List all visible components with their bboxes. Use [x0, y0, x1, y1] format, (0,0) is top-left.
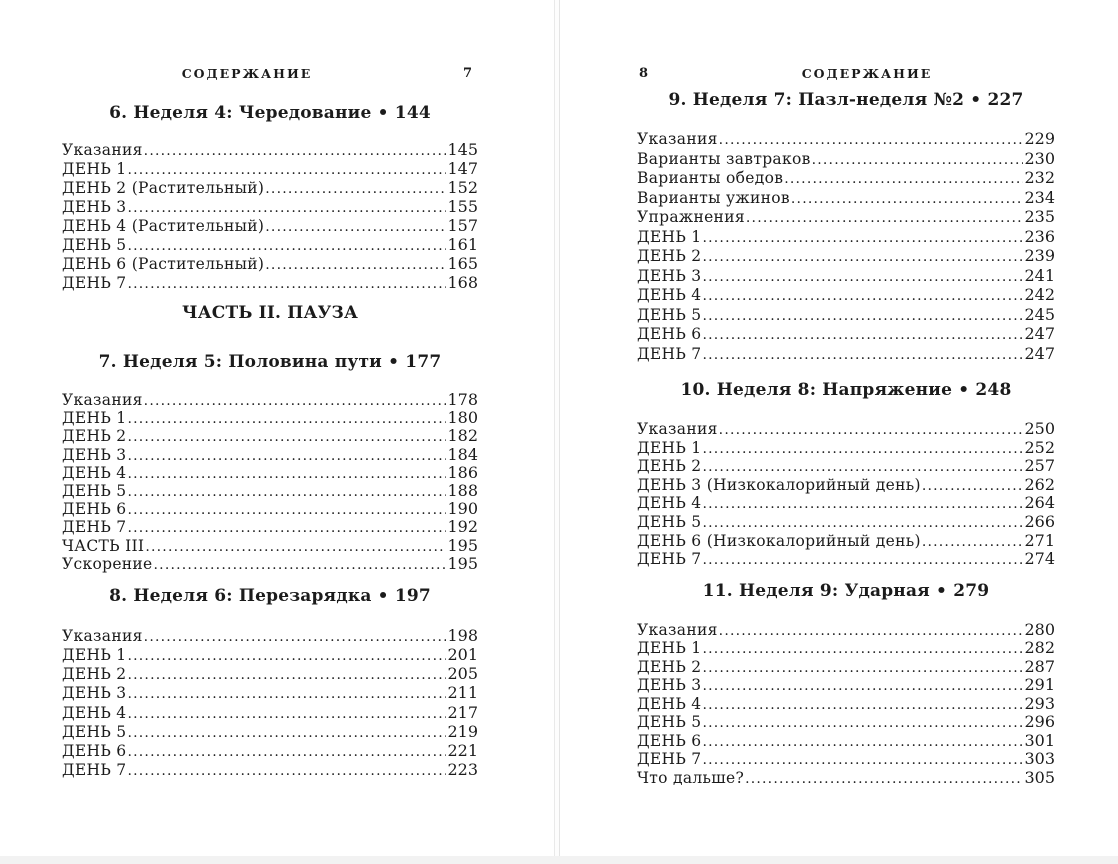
running-head-title: СОДЕРЖАНИЕ	[181, 66, 313, 81]
toc-entry-label: ДЕНЬ 1	[637, 438, 702, 457]
toc-entry-page: 188	[447, 480, 478, 500]
toc-entry-page: 229	[1024, 129, 1055, 148]
toc-entry-label: ЧАСТЬ III	[62, 536, 145, 555]
toc-entry-label: Ускорение	[62, 554, 153, 573]
toc-entries	[62, 390, 478, 572]
toc-entry	[62, 408, 478, 426]
toc-entry-label: ДЕНЬ 7	[637, 750, 702, 769]
dot-leader	[127, 484, 446, 500]
toc-entry	[62, 554, 478, 572]
dot-leader	[702, 734, 1023, 750]
toc-entry-page: 192	[447, 517, 478, 537]
dot-leader	[127, 725, 446, 741]
dot-leader	[746, 210, 1024, 226]
toc-entry-label: ДЕНЬ 4	[62, 703, 127, 722]
running-head	[637, 66, 1055, 82]
toc-section	[637, 379, 1055, 568]
toc-entry-page: 305	[1024, 767, 1055, 787]
toc-entries	[62, 626, 478, 780]
toc-entry-label: ДЕНЬ 7	[637, 344, 702, 363]
toc-entry-label: Указания	[637, 420, 718, 438]
toc-entry-page: 266	[1024, 511, 1055, 531]
toc-entry	[62, 235, 478, 254]
toc-entry-page: 293	[1024, 693, 1055, 713]
toc-entry-label: Варианты ужинов	[637, 188, 790, 207]
toc-section	[62, 585, 478, 780]
dot-leader	[812, 152, 1024, 168]
dot-leader	[702, 678, 1023, 694]
dot-leader	[702, 515, 1023, 531]
toc-entry-label: ДЕНЬ 6	[637, 325, 702, 343]
toc-entry	[637, 531, 1055, 550]
dot-leader	[127, 448, 446, 464]
dot-leader	[127, 706, 446, 722]
toc-entry-page: 165	[447, 254, 478, 273]
dot-leader	[702, 441, 1023, 457]
toc-sections	[62, 102, 478, 779]
toc-entry-page: 217	[447, 702, 478, 722]
toc-entry	[62, 703, 478, 722]
dot-leader	[719, 422, 1024, 438]
toc-sections	[637, 89, 1055, 786]
toc-entry	[637, 493, 1055, 512]
toc-entry	[637, 324, 1055, 344]
toc-entry	[637, 168, 1055, 188]
toc-entry	[637, 344, 1055, 364]
toc-entry-page: 296	[1024, 712, 1055, 732]
dot-leader	[127, 411, 446, 427]
toc-entry-label: ДЕНЬ 5	[62, 722, 127, 741]
toc-section	[637, 580, 1055, 787]
toc-entry-label: ДЕНЬ 7	[62, 518, 127, 537]
toc-entry-page: 282	[1024, 638, 1055, 658]
toc-entry-label: Что дальше?	[637, 768, 745, 787]
toc-entry	[62, 178, 478, 197]
toc-entry-page: 303	[1024, 749, 1055, 769]
dot-leader	[265, 219, 446, 235]
toc-entry-label: Указания	[637, 130, 718, 148]
toc-entry-label: ДЕНЬ 1	[637, 227, 702, 246]
toc-entry-page: 274	[1024, 549, 1055, 569]
toc-entry-label: ДЕНЬ 4	[637, 494, 702, 513]
toc-entry-page: 236	[1024, 226, 1055, 246]
toc-entry-label: ДЕНЬ 6	[637, 731, 702, 750]
dot-leader	[784, 171, 1023, 187]
toc-entry-label: ДЕНЬ 2	[637, 657, 702, 676]
toc-section	[62, 102, 478, 292]
dot-leader	[702, 327, 1023, 343]
toc-entry-page: 161	[447, 235, 478, 254]
dot-leader	[791, 191, 1024, 207]
toc-entry-page: 271	[1024, 530, 1055, 550]
toc-entry-label: ДЕНЬ 3	[62, 684, 127, 703]
dot-leader	[145, 539, 446, 555]
toc-entry	[637, 675, 1055, 694]
toc-entry-page: 221	[447, 741, 478, 760]
toc-entry-page: 239	[1024, 246, 1055, 265]
toc-entries	[637, 419, 1055, 568]
dot-leader	[719, 623, 1024, 639]
dot-leader	[127, 763, 446, 779]
section-title: 11. Неделя 9: Ударная • 279	[702, 580, 990, 601]
toc-entries	[62, 140, 478, 292]
toc-entry-page: 155	[447, 197, 478, 216]
toc-entry-page: 247	[1024, 324, 1055, 343]
toc-entry-label: ДЕНЬ 3	[62, 198, 127, 216]
toc-entry-page: 168	[447, 273, 478, 292]
toc-entry-label: Указания	[62, 626, 143, 645]
toc-entry	[62, 481, 478, 499]
toc-entry	[637, 149, 1055, 169]
dot-leader	[127, 466, 446, 482]
dot-leader	[127, 667, 446, 683]
toc-entry-label: ДЕНЬ 2	[637, 457, 702, 476]
dot-leader	[702, 347, 1023, 363]
toc-section	[62, 302, 478, 572]
toc-entry-label: ДЕНЬ 3	[637, 676, 702, 695]
dot-leader	[127, 238, 446, 254]
toc-entry	[637, 549, 1055, 568]
toc-entry	[637, 620, 1055, 639]
toc-entries	[637, 620, 1055, 787]
dot-leader	[127, 200, 446, 216]
toc-entry	[62, 664, 478, 683]
dot-leader	[702, 288, 1023, 304]
toc-entries	[637, 129, 1055, 363]
toc-entry-label: ДЕНЬ 5	[62, 481, 127, 500]
toc-entry-page: 201	[447, 645, 478, 665]
toc-entry-label: ДЕНЬ 3	[637, 266, 702, 285]
part-heading: ЧАСТЬ II. ПАУЗА	[181, 303, 359, 323]
toc-entry-page: 182	[447, 426, 478, 446]
toc-entry-page: 230	[1024, 148, 1055, 168]
toc-entry	[62, 426, 478, 444]
toc-entry	[637, 188, 1055, 208]
dot-leader	[144, 143, 447, 159]
toc-entry-page: 252	[1024, 437, 1055, 457]
toc-entry	[62, 273, 478, 292]
toc-entry-page: 291	[1024, 675, 1055, 695]
toc-entry-page: 211	[447, 683, 478, 703]
toc-entry-page: 219	[447, 721, 478, 741]
dot-leader	[702, 660, 1023, 676]
toc-entry	[62, 760, 478, 779]
dot-leader	[702, 308, 1023, 324]
toc-entry	[637, 657, 1055, 676]
toc-section	[637, 89, 1055, 363]
toc-entry	[62, 722, 478, 741]
toc-entry-page: 195	[447, 553, 478, 573]
toc-entry-label: ДЕНЬ 3	[62, 445, 127, 464]
toc-entry	[637, 694, 1055, 713]
toc-entry-label: ДЕНЬ 5	[637, 713, 702, 732]
toc-entry-page: 262	[1024, 474, 1055, 494]
dot-leader	[702, 249, 1023, 265]
dot-leader	[702, 459, 1023, 475]
dot-leader	[702, 496, 1023, 512]
toc-entry	[637, 266, 1055, 286]
toc-entry-label: ДЕНЬ 5	[637, 512, 702, 531]
toc-entry-page: 247	[1024, 343, 1055, 363]
toc-entry	[62, 463, 478, 481]
dot-leader	[719, 132, 1024, 148]
toc-entry	[62, 140, 478, 159]
dot-leader	[127, 686, 446, 702]
toc-entry-label: ДЕНЬ 6	[62, 500, 127, 519]
toc-entry-page: 152	[447, 178, 478, 197]
toc-entry-label: ДЕНЬ 4 (Растительный)	[62, 217, 265, 235]
page-gutter-divider	[554, 0, 560, 864]
toc-entry-page: 157	[447, 216, 478, 235]
toc-entry-label: ДЕНЬ 4	[637, 286, 702, 304]
toc-entry	[637, 305, 1055, 325]
toc-entry-label: ДЕНЬ 6	[62, 742, 127, 760]
page-right	[637, 66, 1055, 786]
toc-entry-label: Указания	[62, 391, 143, 409]
dot-leader	[127, 744, 446, 760]
toc-entry	[62, 216, 478, 235]
toc-entry-label: Упражнения	[637, 208, 745, 226]
toc-entry	[62, 645, 478, 664]
toc-entry	[62, 499, 478, 517]
toc-entry-page: 180	[447, 408, 478, 428]
dot-leader	[702, 269, 1023, 285]
dot-leader	[127, 648, 446, 664]
toc-entry	[637, 475, 1055, 494]
toc-entry	[62, 390, 478, 408]
section-title: 6. Неделя 4: Чередование • 144	[109, 103, 431, 123]
dot-leader	[127, 429, 446, 445]
toc-entry	[62, 683, 478, 702]
section-title: 9. Неделя 7: Пазл-неделя №2 • 227	[668, 90, 1024, 110]
toc-entry-label: Указания	[637, 620, 718, 639]
toc-entry-page: 301	[1024, 730, 1055, 750]
toc-entry	[637, 227, 1055, 247]
toc-entry-label: ДЕНЬ 4	[62, 463, 127, 482]
toc-entry	[637, 456, 1055, 475]
toc-entry	[637, 749, 1055, 768]
dot-leader	[702, 715, 1023, 731]
toc-entry-page: 245	[1024, 304, 1055, 324]
dot-leader	[265, 181, 446, 197]
toc-entry	[637, 731, 1055, 750]
dot-leader	[702, 552, 1023, 568]
toc-entry-label: ДЕНЬ 5	[62, 236, 127, 254]
toc-entry-page: 280	[1024, 619, 1055, 639]
toc-entry-page: 287	[1024, 656, 1055, 676]
toc-entry-page: 184	[447, 444, 478, 464]
toc-entry	[62, 517, 478, 535]
toc-entry-page: 264	[1024, 493, 1055, 513]
toc-entry-page: 234	[1024, 187, 1055, 207]
toc-entry	[637, 712, 1055, 731]
toc-entry-page: 178	[447, 390, 478, 409]
toc-entry-label: ДЕНЬ 7	[62, 274, 127, 292]
toc-entry-page: 145	[447, 140, 478, 159]
toc-entry-label: ДЕНЬ 2 (Растительный)	[62, 179, 265, 197]
dot-leader	[127, 276, 446, 292]
running-head	[62, 66, 478, 82]
toc-entry-page: 250	[1024, 419, 1055, 438]
dot-leader	[922, 478, 1024, 494]
toc-entry-page: 186	[447, 462, 478, 482]
toc-entry-page: 195	[447, 535, 478, 555]
dot-leader	[745, 771, 1023, 787]
toc-entry-page: 223	[447, 760, 478, 780]
toc-entry	[62, 254, 478, 273]
toc-entry-page: 198	[447, 625, 478, 645]
dot-leader	[702, 752, 1023, 768]
dot-leader	[127, 520, 446, 536]
toc-entry-label: Варианты обедов	[637, 169, 784, 187]
toc-entry	[637, 768, 1055, 787]
running-head-title: СОДЕРЖАНИЕ	[801, 66, 933, 81]
toc-entry	[62, 159, 478, 178]
page-number: 8	[639, 66, 649, 81]
dot-leader	[127, 502, 446, 518]
dot-leader	[127, 162, 446, 178]
toc-entry-page: 232	[1024, 168, 1055, 187]
toc-entry-label: ДЕНЬ 2	[62, 427, 127, 446]
dot-leader	[144, 629, 447, 645]
toc-entry	[637, 207, 1055, 227]
toc-entry	[62, 197, 478, 216]
toc-entry-label: ДЕНЬ 2	[637, 247, 702, 265]
toc-entry	[62, 626, 478, 645]
dot-leader	[154, 557, 447, 573]
toc-entry-page: 205	[447, 664, 478, 684]
toc-entry-label: ДЕНЬ 7	[62, 761, 127, 780]
toc-entry-label: ДЕНЬ 5	[637, 305, 702, 324]
toc-entry	[637, 638, 1055, 657]
toc-entry	[637, 438, 1055, 457]
toc-entry	[637, 129, 1055, 149]
toc-entry-label: ДЕНЬ 1	[637, 639, 702, 658]
toc-entry-label: ДЕНЬ 3 (Низкокалорийный день)	[637, 475, 921, 494]
dot-leader	[702, 230, 1023, 246]
toc-entry-label: ДЕНЬ 6 (Низкокалорийный день)	[637, 531, 921, 550]
scan-bottom-edge	[0, 856, 1118, 864]
toc-entry-page: 147	[447, 159, 478, 178]
toc-entry	[637, 246, 1055, 266]
toc-entry-page: 241	[1024, 265, 1055, 285]
toc-entry	[62, 741, 478, 760]
page-left	[62, 66, 478, 779]
section-title: 10. Неделя 8: Напряжение • 248	[680, 380, 1012, 400]
toc-entry-label: ДЕНЬ 2	[62, 665, 127, 684]
dot-leader	[922, 534, 1024, 550]
dot-leader	[702, 641, 1023, 657]
toc-entry-label: ДЕНЬ 4	[637, 694, 702, 713]
toc-entry-page: 242	[1024, 285, 1055, 304]
toc-entry-label: ДЕНЬ 1	[62, 160, 127, 178]
toc-entry-label: ДЕНЬ 7	[637, 550, 702, 569]
toc-entry	[637, 419, 1055, 438]
section-title: 8. Неделя 6: Перезарядка • 197	[109, 585, 431, 606]
toc-entry-label: ДЕНЬ 1	[62, 409, 127, 428]
toc-entry-page: 190	[447, 499, 478, 519]
toc-entry-page: 235	[1024, 207, 1055, 226]
dot-leader	[702, 697, 1023, 713]
toc-entry	[637, 512, 1055, 531]
toc-entry-label: ДЕНЬ 1	[62, 646, 127, 665]
toc-entry	[62, 536, 478, 554]
toc-entry	[62, 445, 478, 463]
dot-leader	[265, 257, 446, 273]
toc-entry-page: 257	[1024, 456, 1055, 476]
page-number: 7	[462, 66, 472, 81]
toc-entry-label: ДЕНЬ 6 (Растительный)	[62, 255, 265, 273]
toc-entry-label: Указания	[62, 141, 143, 159]
section-title: 7. Неделя 5: Половина пути • 177	[98, 352, 442, 372]
dot-leader	[144, 393, 447, 409]
toc-entry	[637, 285, 1055, 305]
toc-entry-label: Варианты завтраков	[637, 149, 811, 168]
